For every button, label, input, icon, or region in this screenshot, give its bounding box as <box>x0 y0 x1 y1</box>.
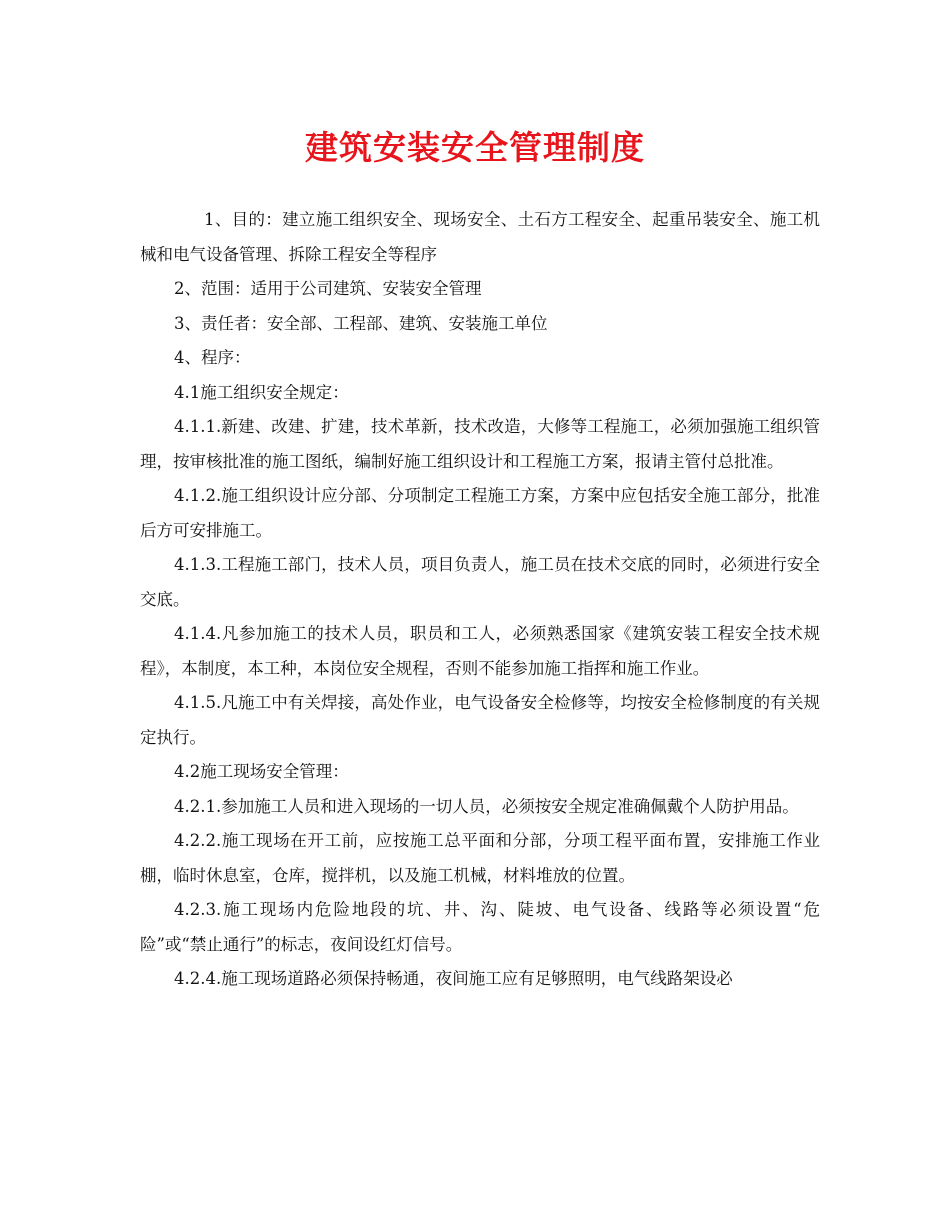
paragraph-4-2-2: 4.2.2.施工现场在开工前，应按施工总平面和分部，分项工程平面布置，安排施工作业棚，临时休息室，仓库，搅拌机，以及施工机械，材料堆放的位置。 <box>140 831 820 885</box>
paragraph-4-2-1: 4.2.1.参加施工人员和进入现场的一切人员，必须按安全规定准确佩戴个人防护用品。 <box>174 796 799 816</box>
paragraph-scope: 2、范围：适用于公司建筑、安装安全管理 <box>174 279 482 298</box>
paragraph-4-1-2: 4.1.2.施工组织设计应分部、分项制定工程施工方案，方案中应包括安全施工部分，批准后方可安排施工。 <box>140 486 820 540</box>
document-title: 建筑安装安全管理制度 <box>305 128 645 167</box>
paragraph-4-1-5: 4.1.5.凡施工中有关焊接，高处作业，电气设备安全检修等，均按安全检修制度的有关规定执行。 <box>140 693 820 747</box>
paragraph-4-1-4: 4.1.4.凡参加施工的技术人员，职员和工人，必须熟悉国家《建筑安装工程安全技术规程》，本制度，本工种，本岗位安全规程，否则不能参加施工指挥和施工作业。 <box>140 624 820 678</box>
paragraph-4-2-3: 4.2.3.施工现场内危险地段的坑、井、沟、陡坡、电气设备、线路等必须设置“危险”或“禁止通行”的标志，夜间设红灯信号。 <box>140 900 820 954</box>
document-body <box>140 203 820 997</box>
paragraph-responsible: 3、责任者：安全部、工程部、建筑、安装施工单位 <box>174 313 548 333</box>
paragraph-procedure: 4、程序： <box>174 348 251 367</box>
section-heading-4-2: 4.2施工现场安全管理： <box>174 762 349 781</box>
paragraph-purpose: 1、目的：建立施工组织安全、现场安全、土石方工程安全、起重吊装安全、施工机械和电气设备管理、拆除工程安全等程序 <box>140 210 820 264</box>
paragraph-4-2-4: 4.2.4.施工现场道路必须保持畅通，夜间施工应有足够照明，电气线路架设必 <box>174 969 733 988</box>
paragraph-4-1-1: 4.1.1.新建、改建、扩建，技术革新，技术改造，大修等工程施工，必须加强施工组织管理，按审核批准的施工图纸，编制好施工组织设计和工程施工方案，报请主管付总批准。 <box>140 417 820 471</box>
section-heading-4-1: 4.1施工组织安全规定： <box>174 382 349 402</box>
paragraph-4-1-3: 4.1.3.工程施工部门，技术人员，项目负责人，施工员在技术交底的同时，必须进行安全交底。 <box>140 555 820 609</box>
